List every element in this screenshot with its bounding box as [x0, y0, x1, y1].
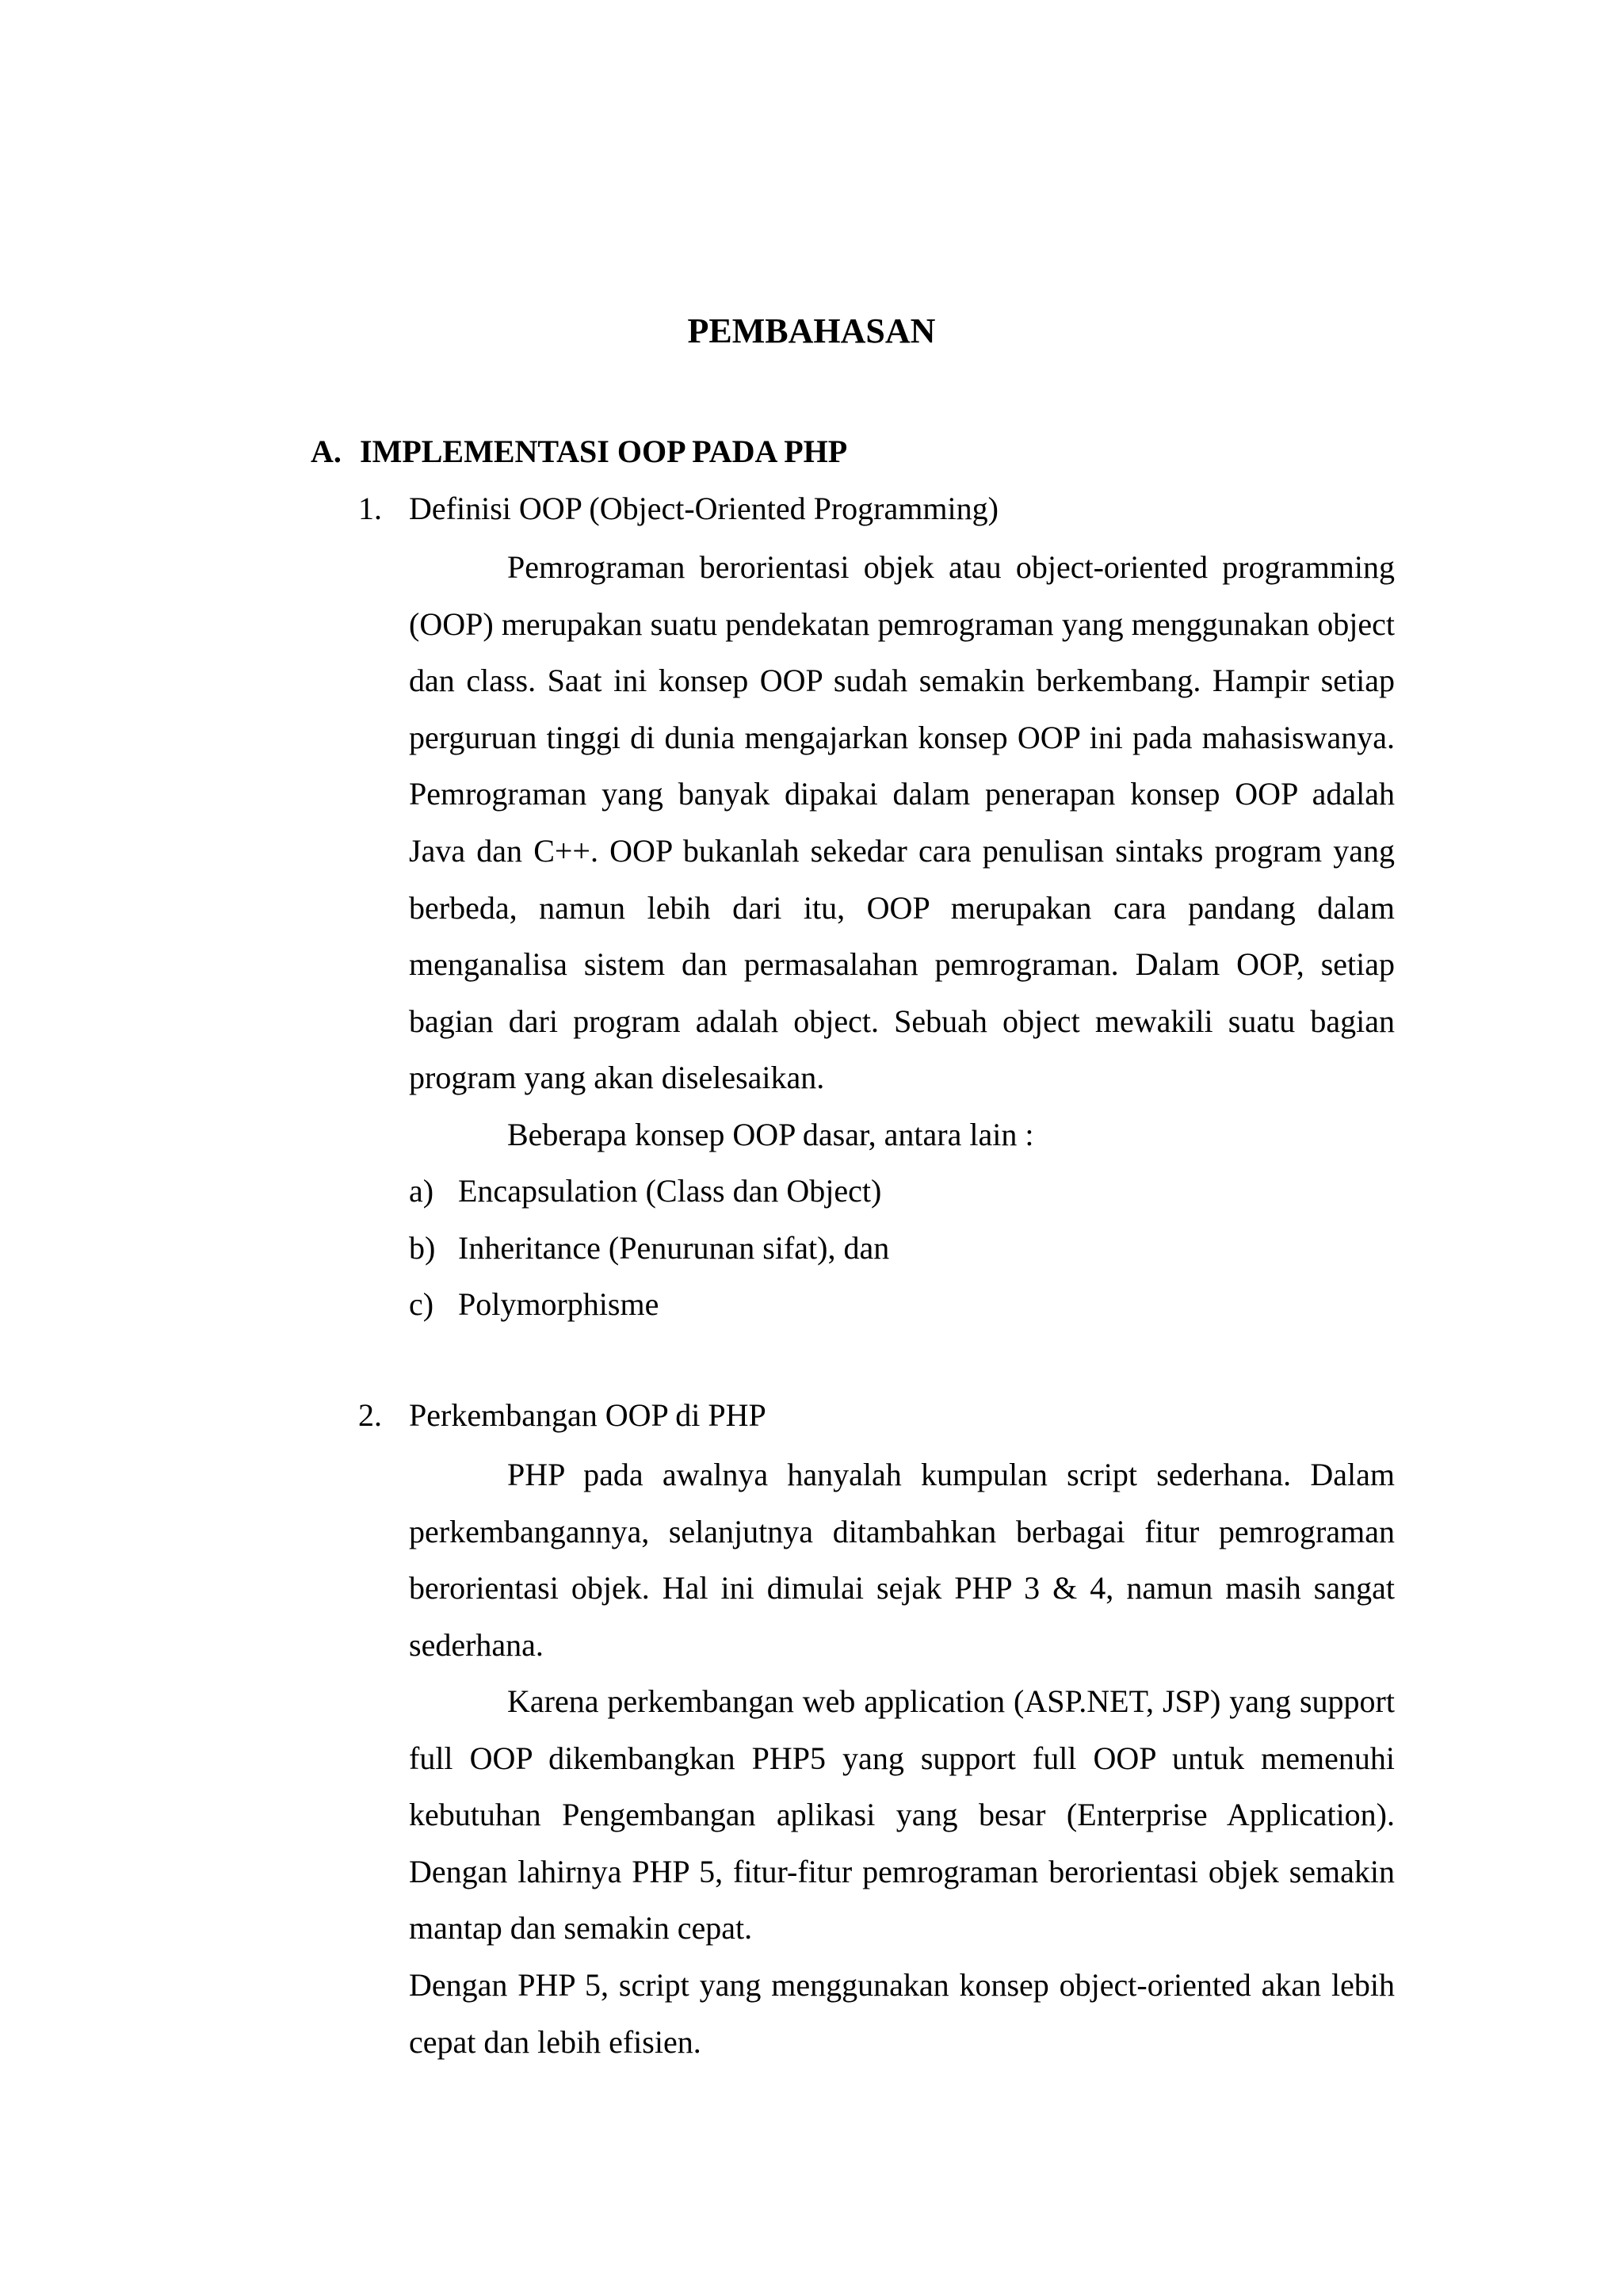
subsection-2-paragraph-3: Dengan PHP 5, script yang menggunakan konsep object-oriented akan lebih cepat dan lebih efisien. — [409, 1967, 1395, 2060]
section-heading-text: IMPLEMENTASI OOP PADA PHP — [360, 434, 848, 469]
subsection-2-heading-text: Perkembangan OOP di PHP — [409, 1397, 766, 1433]
subsection-1-paragraph-1: Pemrograman berorientasi objek atau object-oriented programming (OOP) merupakan suatu pendekatan pemrograman yang menggunakan object dan class. Saat ini konsep OOP sudah semakin berkembang. Hampir setiap perguruan tinggi di dunia mengajarkan konsep OOP ini pada mahasiswanya. Pemrograman yang banyak dipakai dalam penerapan konsep OOP adalah Java dan C++. OOP bukanlah sekedar cara penulisan sintaks program yang berbeda, namun lebih dari itu, OOP merupakan cara pandang dalam menganalisa sistem dan permasalahan pemrograman. Dalam OOP, setiap bagian dari program adalah object. Sebuah object mewakili suatu bagian program yang akan diselesaikan. — [409, 549, 1395, 1096]
subsection-2-number: 2. — [358, 1397, 382, 1433]
list-item: b) Inheritance (Penurunan sifat), dan — [409, 1229, 890, 1266]
page-title: PEMBAHASAN — [687, 311, 936, 350]
list-item: c) Polymorphisme — [409, 1286, 659, 1323]
subsection-2-paragraph-1: PHP pada awalnya hanyalah kumpulan script sederhana. Dalam perkembangannya, selanjutnya ditambahkan berbagai fitur pemrograman berorientasi objek. Hal ini dimulai sejak PHP 3 & 4, namun masih sangat sederhana. — [409, 1457, 1395, 1663]
oop-concept-list — [409, 1163, 889, 1333]
subsection-2-heading — [358, 1392, 766, 1439]
section-letter: A. — [311, 434, 342, 469]
subsection-1-heading — [358, 485, 999, 533]
subsection-1-number: 1. — [358, 491, 382, 526]
list-item: a) Encapsulation (Class dan Object) — [409, 1173, 882, 1209]
section-heading — [311, 428, 847, 476]
subsection-1-heading-text: Definisi OOP (Object-Oriented Programming) — [409, 491, 999, 526]
subsection-1-paragraph-2: Beberapa konsep OOP dasar, antara lain : — [507, 1117, 1034, 1152]
subsection-2-paragraph-2: Karena perkembangan web application (ASP.NET, JSP) yang support full OOP dikembangkan PHP5 yang support full OOP untuk memenuhi kebutuhan Pengembangan aplikasi yang besar (Enterprise Application). Dengan lahirnya PHP 5, fitur-fitur pemrograman berorientasi objek semakin mantap dan semakin cepat. — [409, 1683, 1395, 1946]
